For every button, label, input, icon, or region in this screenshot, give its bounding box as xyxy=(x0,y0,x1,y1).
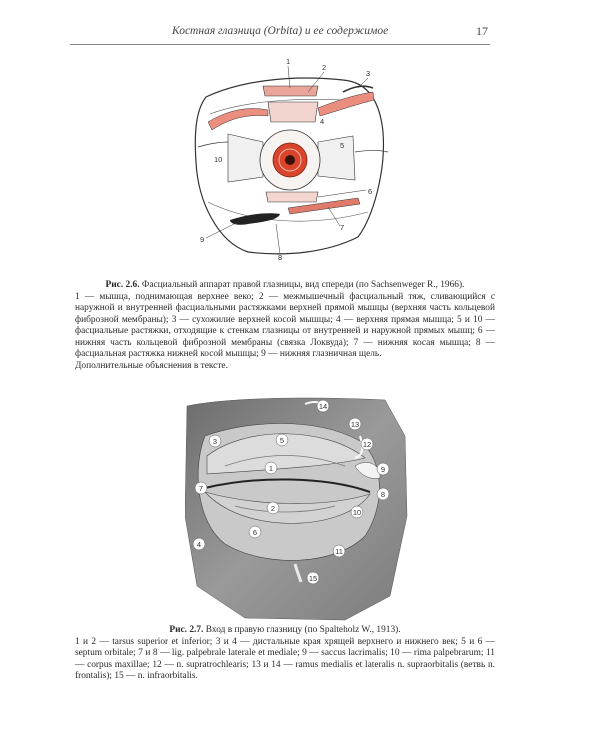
fig2-label-9: 9 xyxy=(380,465,386,474)
fig2-label-3: 3 xyxy=(212,437,218,446)
superior-rectus xyxy=(268,102,318,122)
fig2-label-2: 2 xyxy=(270,504,276,513)
fig2-label-10: 10 xyxy=(352,508,362,517)
fig2-label-15: 15 xyxy=(308,574,318,583)
fig1-label-6: 6 xyxy=(368,187,373,196)
fig2-label-6: 6 xyxy=(252,528,258,537)
fig1-caption-title: Фасциальный аппарат правой глазницы, вид спереди (по Sachsenweger R., 1966). xyxy=(141,280,465,290)
figure-2-6-fascial-apparatus xyxy=(168,52,408,272)
figure-2-6-caption xyxy=(75,280,495,372)
fig1-label-9: 9 xyxy=(200,235,205,244)
fig1-label-5: 5 xyxy=(340,141,345,150)
fig1-label-3: 3 xyxy=(366,69,371,78)
lateral-rectus xyxy=(318,136,355,180)
fig2-label-12: 12 xyxy=(362,440,372,449)
fig2-label-11: 11 xyxy=(335,547,343,556)
pupil xyxy=(285,155,295,165)
fig2-label-5: 5 xyxy=(279,436,285,445)
fig1-label-2: 2 xyxy=(322,63,327,72)
fig2-label-7: 7 xyxy=(198,484,204,493)
fig1-caption-note: Дополнительные объяснения в тексте. xyxy=(75,360,228,371)
fig1-caption-label: Рис. 2.6. xyxy=(105,280,140,290)
lockwood-ligament xyxy=(266,192,318,202)
fig1-label-8: 8 xyxy=(278,253,283,262)
inferior-orbital-fissure xyxy=(230,213,280,225)
medial-rectus xyxy=(228,134,263,182)
fig2-label-13: 13 xyxy=(350,420,360,429)
fig2-label-4: 4 xyxy=(196,540,202,549)
fig2-caption-title: Вход в правую глазницу (по Spalteholz W., 1913). xyxy=(205,625,401,635)
fig2-caption-label: Рис. 2.7. xyxy=(169,625,204,635)
fig1-caption-body: 1 — мышца, поднимающая верхнее веко; 2 — межмышечный фасциальный тяж, сливающийся с наружной и внутренней фасциальными растяжками верхней прямой мышцы (верхняя часть кольцевой фиброзной мембраны); 3 — сухожилие верхней косой мышцы; 4 — верхняя прямая мышца; 5 и 10 — фасциальные растяжки, отходящие к стенкам глазницы от внутренней и наружной прямых мышц; 6 — нижняя часть кольцевой фиброзной мембраны (связка Локвуда); 7 — нижняя косая мышца; 8 — фасциальная растяжка нижней косой мышцы; 9 — нижняя глазничная щель. xyxy=(75,291,495,359)
fig2-label-8: 8 xyxy=(380,490,386,499)
figure-2-7-orbit-entrance xyxy=(185,396,410,622)
running-header xyxy=(70,24,490,45)
fig2-label-14: 14 xyxy=(318,402,328,411)
fig1-label-7: 7 xyxy=(340,223,345,232)
fig1-label-4: 4 xyxy=(320,117,325,126)
fig2-caption-body: 1 и 2 — tarsus superior et inferior; 3 и 4 — дистальные края хрящей верхнего и нижнего век; 5 и 6 — septum orbitale; 7 и 8 — lig. palpebrale laterale et mediale; 9 — saccus lacrimalis; 10 — rima palpebrarum; 11 — corpus maxillae; 12 — n. supratrochlearis; 13 и 14 — ramus medialis et lateralis n. supraorbitalis (ветвь n. frontalis); 15 — n. infraorbitalis. xyxy=(75,636,495,681)
levator-muscle xyxy=(263,86,318,96)
fascial-band-medial xyxy=(198,142,228,147)
page-number: 17 xyxy=(476,24,488,38)
fig1-label-1: 1 xyxy=(286,57,291,66)
running-title: Костная глазница (Orbita) и ее содержимое xyxy=(172,25,389,37)
figure-2-7-caption xyxy=(75,625,495,683)
fascial-band-right-upper xyxy=(318,92,374,116)
fig1-label-10: 10 xyxy=(214,155,223,164)
fig2-label-1: 1 xyxy=(268,464,274,473)
